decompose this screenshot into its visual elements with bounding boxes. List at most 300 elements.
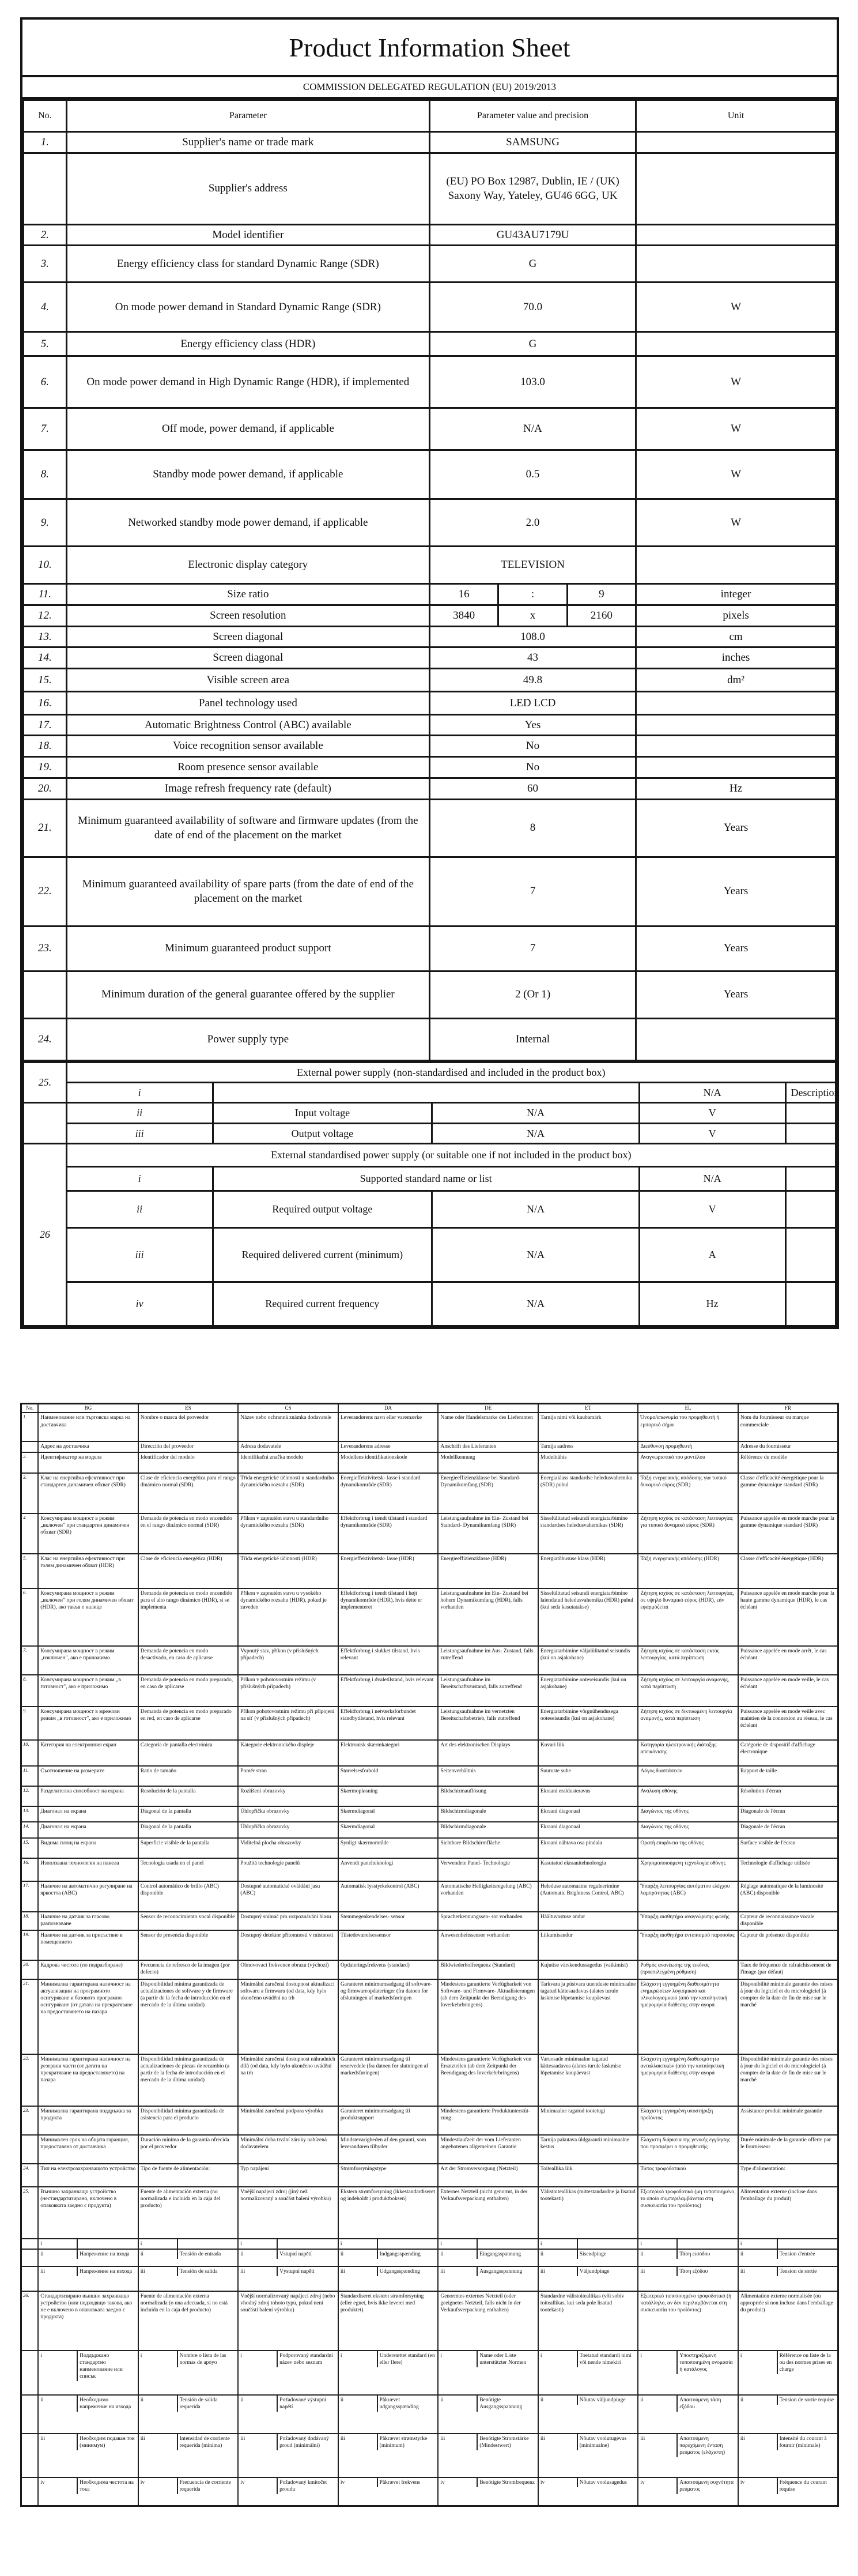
value-cell: N/A xyxy=(429,408,636,450)
sub-item-text: Tension de sortie requise xyxy=(779,2397,834,2403)
sub-item-label: iii xyxy=(139,2267,178,2276)
translation-cell: Garanteret minimumsadgang til software- og firmwareopdateringer (fra datoen for afslutningen af markedsføringen xyxy=(338,1979,439,2054)
translation-cell: Type d'alimentation: xyxy=(738,2164,838,2187)
translation-cell xyxy=(38,2477,138,2506)
translation-cell: Diagonal de la pantalla xyxy=(138,1822,239,1838)
row-number: 18. xyxy=(24,736,67,757)
translation-cell: Leistungsaufnahme im Ein- Zustand bei Standard- Dynamikumfang (SDR) xyxy=(438,1513,538,1554)
translation-cell: Adresse du fournisseur xyxy=(738,1441,838,1452)
translation-cell: Leistungsaufnahme im Ein- Zustand bei hohem Dynamikumfang (HDR), falls vorhanden xyxy=(438,1588,538,1646)
value-cell: 108.0 xyxy=(429,626,636,647)
sub-item-text: Frecuencia de corriente requerida xyxy=(179,2479,231,2492)
parameter-cell: Image refresh frequency rate (default) xyxy=(66,778,429,800)
translation-cell: Τάξη ενεργειακής απόδοσης (HDR) xyxy=(638,1554,738,1588)
translation-cell: Ζήτηση ισχύος σε λειτουργία αναμονής, κατά περίπτωση xyxy=(638,1675,738,1707)
translation-cell: Клас на енергийна ефективност при голям динамичен обхват (HDR) xyxy=(38,1554,138,1588)
sub-item-text: Name oder Liste unterstützter Normen xyxy=(479,2352,527,2366)
sub-item xyxy=(239,2396,338,2412)
main-table-row xyxy=(24,626,836,647)
sub-item-text xyxy=(178,2239,238,2249)
unit-cell xyxy=(636,714,836,736)
sub-item-text: Поддържано стандартно наименование или списък xyxy=(80,2352,123,2380)
value-part: 3840 xyxy=(453,609,475,622)
translation-cell: Ανάλυση οθόνης xyxy=(638,1786,738,1806)
sub-description xyxy=(785,1103,836,1123)
translation-cell: Bildwiederholfrequenz (Standard) xyxy=(438,1960,538,1979)
translation-cell: Leistungsaufnahme im Aus- Zustand, falls zutreffend xyxy=(438,1646,538,1675)
translation-cell: Opdateringsfrekvens (standard) xyxy=(338,1960,439,1979)
row-number: 10. xyxy=(24,547,67,584)
sub-item xyxy=(638,2478,738,2494)
translation-cell: Διαγώνιος της οθόνης xyxy=(638,1806,738,1822)
translation-row xyxy=(21,1441,838,1452)
translation-cell xyxy=(238,2249,338,2266)
translation-cell: Energiatarbimine väljalülitatud seisundis (kui on asjakohane) xyxy=(538,1646,638,1675)
translation-cell: Alimentation externe (incluse dans l'emballage du produit) xyxy=(738,2187,838,2239)
sub-label: iii xyxy=(66,1123,213,1143)
sub-item xyxy=(539,2351,638,2367)
translation-cell: Ύπαρξη αισθητήρα εντοπισμού παρουσίας xyxy=(638,1930,738,1960)
translation-cell: Διαγώνιος της οθόνης xyxy=(638,1822,738,1838)
translation-cell xyxy=(638,2477,738,2506)
row-number: 12. xyxy=(21,1786,39,1806)
sub-item xyxy=(539,2396,638,2405)
sub-item-label: i xyxy=(139,2239,178,2249)
translation-cell xyxy=(338,2477,439,2506)
sub-item-label: iii xyxy=(239,2267,278,2276)
translation-cell: Diagonale de l'écran xyxy=(738,1822,838,1838)
translation-cell: Съотношение на размерите xyxy=(38,1766,138,1786)
sub-item-label: iii xyxy=(439,2434,478,2450)
sub-item xyxy=(239,2478,338,2494)
sub-item-label: ii xyxy=(139,2250,178,2259)
translation-cell xyxy=(538,2395,638,2434)
sub-item-label: iv xyxy=(239,2478,278,2494)
translation-row xyxy=(21,1838,838,1858)
value-part: 16 xyxy=(458,588,470,601)
sub-label: ii xyxy=(66,1191,213,1227)
translation-cell xyxy=(538,2477,638,2506)
translation-cell: Automatische Helligkeitsregelung (ABC) vorhanden xyxy=(438,1881,538,1912)
sub-value: N/A xyxy=(432,1103,640,1123)
sub-description: Description xyxy=(785,1083,836,1103)
sub-item-label: ii xyxy=(638,2250,678,2259)
sub-item xyxy=(638,2351,738,2374)
translation-cell: Effektforbrug i tændt tilstand i højt dynamikområde (HDR), hvis dette er implementeret xyxy=(338,1588,439,1646)
translation-cell: Консумирана мощност в мрежови режим „в готовност", ако е приложимо xyxy=(38,1707,138,1740)
sub-item-text: Udgangsspænding xyxy=(379,2268,420,2274)
translation-cell: Идентификатор на модела xyxy=(38,1452,138,1473)
row-number: 9. xyxy=(21,1707,39,1740)
sub-item-text: Nõutav väljundpinge xyxy=(579,2397,626,2403)
row-number: 14. xyxy=(21,1822,39,1838)
section-sub-row xyxy=(24,1123,836,1143)
sub-parameter: Supported standard name or list xyxy=(213,1166,639,1191)
translation-cell: Консумирана мощност в режим „в готовност", ако е приложимо xyxy=(38,1675,138,1707)
translation-cell: Χρησιμοποιούμενη τεχνολογία οθόνης xyxy=(638,1858,738,1881)
row-number: 16. xyxy=(21,1858,39,1881)
translation-cell xyxy=(138,2239,239,2249)
sub-item xyxy=(239,2267,338,2276)
parameter-cell: Screen diagonal xyxy=(66,647,429,669)
translation-cell: Fuente de alimentación externa (no normalizada e incluida en la caja del producto) xyxy=(138,2187,239,2239)
sub-item-label: iii xyxy=(339,2267,378,2276)
sub-item-text: Výstupní napětí xyxy=(279,2268,315,2274)
translation-cell xyxy=(538,2351,638,2395)
sub-item xyxy=(339,2478,438,2487)
sub-label: ii xyxy=(66,1103,213,1123)
value-cell: LED LCD xyxy=(429,691,636,714)
translation-cell: Dostupný snímač pro rozpoznávání hlasu xyxy=(238,1912,338,1930)
header-unit: Unit xyxy=(636,100,836,132)
sub-item xyxy=(139,2396,238,2412)
translation-cell: Seitenverhältnis xyxy=(438,1766,538,1786)
row-number: 7. xyxy=(24,408,67,450)
row-number xyxy=(21,2266,39,2291)
value-cell: SAMSUNG xyxy=(429,132,636,153)
row-number xyxy=(21,2477,39,2506)
main-table-row xyxy=(24,499,836,547)
main-table-header xyxy=(24,100,836,132)
sub-item xyxy=(539,2478,638,2487)
translation-cell: Modellens identifikationskode xyxy=(338,1452,439,1473)
sub-item-text: Understøttet standard (en eller flere) xyxy=(379,2352,435,2366)
sub-description xyxy=(785,1282,836,1325)
sub-value: N/A xyxy=(432,1191,640,1227)
section-sub-row xyxy=(24,1227,836,1282)
translation-cell: Energieeffizienzklasse bei Standard- Dynamikumfang (SDR) xyxy=(438,1473,538,1513)
unit-cell: Years xyxy=(636,857,836,926)
value-cell: 49.8 xyxy=(429,668,636,691)
parameter-cell: Minimum guaranteed availability of software and firmware updates (from the date of end of the placement on the market xyxy=(66,799,429,857)
unit-cell: dm² xyxy=(636,668,836,691)
translation-cell xyxy=(538,2239,638,2249)
row-number xyxy=(21,2434,39,2477)
sub-item-text: Intensidad de corriente requerida (mínima) xyxy=(179,2435,230,2449)
sub-item-label: i xyxy=(339,2239,378,2249)
translation-cell: Viditelná plocha obrazovky xyxy=(238,1838,338,1858)
translation-cell: Nom du fournisseur ou marque commerciale xyxy=(738,1413,838,1441)
main-table-row xyxy=(24,857,836,926)
row-number: 13. xyxy=(24,626,67,647)
translation-cell: Ορατή επιφάνεια της οθόνης xyxy=(638,1838,738,1858)
translation-cell: Използвана технология на панела xyxy=(38,1858,138,1881)
translation-cell xyxy=(138,2395,239,2434)
translation-cell: Λόγος διαστάσεων xyxy=(638,1766,738,1786)
translation-cell xyxy=(438,2239,538,2249)
lang-column-header: No. xyxy=(21,1403,39,1413)
translation-cell xyxy=(238,2395,338,2434)
section-title: External power supply (non-standardised and included in the product box) xyxy=(66,1062,836,1082)
value-cell xyxy=(429,584,636,605)
translation-cell: Úhlopříčka obrazovky xyxy=(238,1806,338,1822)
sub-item xyxy=(39,2396,138,2412)
translation-cell: Bildschirmdiagonale xyxy=(438,1822,538,1838)
value-cell: No xyxy=(429,736,636,757)
sub-item xyxy=(239,2239,338,2249)
translation-row xyxy=(21,1786,838,1806)
translation-cell: Häältuvastuse andur xyxy=(538,1912,638,1930)
translation-cell: Anvendt panelteknologi xyxy=(338,1858,439,1881)
row-number: 11. xyxy=(21,1766,39,1786)
sub-item-text: Напрежение на входа xyxy=(80,2251,130,2257)
translation-cell: Leverandørens navn eller varemærke xyxy=(338,1413,439,1441)
sub-item-text: Požadovaný kmitočet proudu xyxy=(279,2479,327,2492)
row-number: 20. xyxy=(24,778,67,800)
translation-cell: Minimální zaručená podpora výrobku xyxy=(238,2106,338,2135)
translation-row xyxy=(21,1675,838,1707)
sub-item xyxy=(439,2478,538,2487)
main-table-row xyxy=(24,668,836,691)
sub-item-label: ii xyxy=(139,2396,178,2412)
translation-cell: Nombre o marca del proveedor xyxy=(138,1413,239,1441)
sub-item-label: ii xyxy=(39,2396,78,2412)
translation-cell: Tarnija pakutava üldgarantii minimaalne kestus xyxy=(538,2135,638,2164)
sub-item xyxy=(39,2478,138,2494)
translation-cell: Välistoiteallikas (mittestandardne ja lisatud tootekasti) xyxy=(538,2187,638,2239)
sub-item xyxy=(439,2396,538,2412)
sub-item-text: Необходимо напрежение на изхода xyxy=(80,2397,131,2410)
translation-cell: Ελάχιστη εγγυημένη διαθεσιμότητα ανταλλακτικών (από την καταληκτική ημερομηνία διάθεσης στην αγορά xyxy=(638,2054,738,2106)
row-number xyxy=(21,2249,39,2266)
sub-description xyxy=(785,1123,836,1143)
translation-cell: Garanteret minimumsadgang til produktsupport xyxy=(338,2106,439,2135)
translation-cell xyxy=(638,2434,738,2477)
translation-cell: Kategorie elektronického displeje xyxy=(238,1740,338,1766)
translation-cell: Classe d'efficacité énergétique pour la gamme dynamique standard (SDR) xyxy=(738,1473,838,1513)
sub-value: N/A xyxy=(639,1166,785,1191)
sub-item-label: iv xyxy=(539,2478,578,2487)
translation-cell: Superficie visible de la pantalla xyxy=(138,1838,239,1858)
row-number xyxy=(21,2395,39,2434)
translation-cell: Standardiseret ekstern strømforsyning (eller egnet, hvis ikke leveret med produktet) xyxy=(338,2291,439,2351)
translation-cell: Видима площ на екрана xyxy=(38,1838,138,1858)
translation-cell: Demanda de potencia en modo encendido en el rango dinámico normal (SDR) xyxy=(138,1513,239,1554)
unit-cell xyxy=(636,153,836,224)
sub-item xyxy=(539,2250,638,2259)
translation-cell: Control automático de brillo (ABC) disponible xyxy=(138,1881,239,1912)
translation-cell xyxy=(238,2351,338,2395)
sub-item xyxy=(239,2250,338,2259)
parameter-cell: Energy efficiency class (HDR) xyxy=(66,332,429,356)
sub-label: iii xyxy=(66,1227,213,1282)
translation-cell: Mindstevarigheden af den garanti, som leverandøren tilbyder xyxy=(338,2135,439,2164)
translation-cell: Příkon pohotovostním režimu při připojení na síť (v příslušných případech) xyxy=(238,1707,338,1740)
sub-item xyxy=(739,2351,837,2374)
sub-item-text: Požadovaný dodávaný proud (minimální) xyxy=(279,2435,329,2449)
translation-cell xyxy=(38,2351,138,2395)
translation-cell: Ρυθμός ανανέωσης της εικόνας (προεπιλεγμένη ρύθμιση) xyxy=(638,1960,738,1979)
value-split xyxy=(430,585,635,604)
sub-item xyxy=(139,2434,238,2450)
translation-cell: Třída energetické účinnosti u standardního dynamického rozsahu (SDR) xyxy=(238,1473,338,1513)
main-table-row xyxy=(24,926,836,971)
sub-item-text: Benötigte Stromstärke (Mindestwert) xyxy=(479,2435,529,2449)
lang-column-header: ET xyxy=(538,1403,638,1413)
row-number: 2. xyxy=(24,224,67,246)
sub-item xyxy=(638,2396,738,2412)
translation-cell: Effektforbrug i netværksforbundet standbytilstand, hvis relevant xyxy=(338,1707,439,1740)
translation-row xyxy=(21,2351,838,2395)
parameter-cell: Voice recognition sensor available xyxy=(66,736,429,757)
translation-cell: Demanda de potencia en modo encendido para el alto rango dinámico (HDR), si se implementa xyxy=(138,1588,239,1646)
value-cell: Yes xyxy=(429,714,636,736)
translation-cell: Energiaklass standardse heledusvahemiku (SDR) puhul xyxy=(538,1473,638,1513)
translation-cell: Bildschirmdiagonale xyxy=(438,1806,538,1822)
sub-item-label: iv xyxy=(139,2478,178,2494)
row-number: 8. xyxy=(24,450,67,499)
unit-cell: Years xyxy=(636,926,836,971)
translation-cell: Mindestens garantierte Verfügbarkeit von Software- und Firmware- Aktualisierungen (ab dem Zeitpunkt der Beendigung des Inverkehrbringens) xyxy=(438,1979,538,2054)
sub-item xyxy=(739,2396,837,2405)
translation-cell: Ζήτηση ισχύος σε κατάσταση λειτουργίας για τυπικό δυναμικό εύρος (SDR) xyxy=(638,1513,738,1554)
value-cell: G xyxy=(429,246,636,283)
translation-row xyxy=(21,1707,838,1740)
row-number xyxy=(21,1441,39,1452)
translation-cell: Demanda de potencia en modo desactivado, en caso de aplicarse xyxy=(138,1646,239,1675)
sub-item-label: ii xyxy=(439,2396,478,2412)
row-number: 21. xyxy=(21,1979,39,2054)
row-number: 17. xyxy=(21,1881,39,1912)
sub-item-label: iii xyxy=(39,2434,78,2450)
row-number: 23. xyxy=(21,2106,39,2135)
parameter-cell: Standby mode power demand, if applicable xyxy=(66,450,429,499)
sub-item xyxy=(638,2250,738,2259)
unit-cell: W xyxy=(636,408,836,450)
translation-cell: Diagonale de l'écran xyxy=(738,1806,838,1822)
translations-table xyxy=(20,1403,839,2507)
sub-item-text: Απαιτούμενη τάση εξόδου xyxy=(679,2397,721,2410)
translation-cell xyxy=(138,2477,239,2506)
row-number xyxy=(21,2135,39,2164)
translation-cell: Αναγνωριστικό του μοντέλου xyxy=(638,1452,738,1473)
product-information-sheet xyxy=(20,17,839,1329)
parameter-cell: Energy efficiency class for standard Dynamic Range (SDR) xyxy=(66,246,429,283)
translation-cell: Адрес на доставчика xyxy=(38,1441,138,1452)
translation-cell: Obnovovací frekvence obrazu (výchozí) xyxy=(238,1960,338,1979)
value-cell: G xyxy=(429,332,636,356)
sub-item-text: Τάση εισόδου xyxy=(679,2251,710,2257)
sub-item xyxy=(339,2239,438,2249)
translation-cell: Størrelsesforhold xyxy=(338,1766,439,1786)
translation-cell xyxy=(338,2239,439,2249)
sub-item-text: Необходима честота на тока xyxy=(80,2479,134,2492)
translation-cell: Kuvari liik xyxy=(538,1740,638,1766)
parameter-cell: Automatic Brightness Control (ABC) available xyxy=(66,714,429,736)
section-sub-row xyxy=(24,1103,836,1123)
translation-row xyxy=(21,2187,838,2239)
sub-item-text xyxy=(78,2239,138,2249)
translation-cell xyxy=(338,2434,439,2477)
row-number: 6. xyxy=(24,356,67,408)
row-number xyxy=(21,2351,39,2395)
translation-cell: Минимална гарантирана поддръжка за продукта xyxy=(38,2106,138,2135)
sub-item-text xyxy=(578,2239,638,2249)
sub-item-label: i xyxy=(638,2351,678,2374)
unit-cell: cm xyxy=(636,626,836,647)
translation-cell: Ελάχιστη διάρκεια της γενικής εγγύησης που προσφέρει ο προμηθευτής xyxy=(638,2135,738,2164)
translation-cell: Název nebo ochranná známka dodavatele xyxy=(238,1413,338,1441)
translation-cell: Stemmegenkendelses- sensor xyxy=(338,1912,439,1930)
translation-cell: Elektronisk skærmkategori xyxy=(338,1740,439,1766)
translation-row xyxy=(21,2291,838,2351)
row-number: 24. xyxy=(24,1018,67,1060)
translation-cell xyxy=(438,2434,538,2477)
row-number xyxy=(24,153,67,224)
unit-cell: W xyxy=(636,356,836,408)
sub-item-label: i xyxy=(439,2351,478,2367)
main-table-row xyxy=(24,584,836,605)
translation-cell: Skærmdiagonal xyxy=(338,1806,439,1822)
lang-column-header: CS xyxy=(238,1403,338,1413)
row-number: 20. xyxy=(21,1960,39,1979)
translation-cell xyxy=(38,2434,138,2477)
sub-parameter: Input voltage xyxy=(213,1103,432,1123)
sub-item-text: Sisendpinge xyxy=(579,2251,607,2257)
sub-item-text: Benötigte Stromfrequenz xyxy=(479,2479,535,2485)
translation-cell: Fuente de alimentación externa normalizada (o una adecuada, si no está incluida en la caja del producto) xyxy=(138,2291,239,2351)
sub-item-text: Tension d'entrée xyxy=(779,2251,815,2257)
row-number: 21. xyxy=(24,799,67,857)
parameter-cell: On mode power demand in Standard Dynamic Range (SDR) xyxy=(66,283,429,332)
translation-cell: Категория на електронния екран xyxy=(38,1740,138,1766)
translation-cell: Dostupný detektor přítomnosti v místnosti xyxy=(238,1930,338,1960)
sub-item-label: i xyxy=(439,2239,478,2249)
sub-item-text xyxy=(778,2239,837,2249)
translation-cell: Mudelitähis xyxy=(538,1452,638,1473)
translation-cell: Наличие на датчик за гласово разпознаване xyxy=(38,1912,138,1930)
header-parameter: Parameter xyxy=(66,100,429,132)
parameter-cell: Off mode, power demand, if applicable xyxy=(66,408,429,450)
main-table-row xyxy=(24,450,836,499)
sub-item xyxy=(39,2250,138,2259)
sub-item-label: iii xyxy=(139,2434,178,2450)
main-table-row xyxy=(24,408,836,450)
translation-cell: Консумирана мощност в режим „включен" при стандартен динамичен обхват (SDR) xyxy=(38,1513,138,1554)
sub-item xyxy=(139,2478,238,2494)
translation-cell: Skærmopløsning xyxy=(338,1786,439,1806)
row-number xyxy=(24,1103,67,1144)
translation-cell: Консумирана мощност в режим „включен" при голям динамичен обхват (HDR), ако такъв е налице xyxy=(38,1588,138,1646)
sub-item-text: Indgangsspænding xyxy=(379,2251,421,2257)
parameter-cell: Screen resolution xyxy=(66,605,429,626)
parameter-cell: On mode power demand in High Dynamic Range (HDR), if implemented xyxy=(66,356,429,408)
unit-cell xyxy=(636,547,836,584)
translation-cell: Příkon v zapnutém stavu u standardního dynamického rozsahu (SDR) xyxy=(238,1513,338,1554)
translation-cell: Tipo de fuente de alimentación: xyxy=(138,2164,239,2187)
row-number: 3. xyxy=(21,1473,39,1513)
sub-item-text xyxy=(278,2239,338,2249)
translation-row xyxy=(21,1858,838,1881)
unit-cell xyxy=(636,757,836,778)
sub-item-label: i xyxy=(39,2239,78,2249)
translation-row xyxy=(21,1554,838,1588)
translation-cell: Name oder Handelsmarke des Lieferanten xyxy=(438,1413,538,1441)
section-sub-row xyxy=(24,1166,836,1191)
row-number: 26. xyxy=(21,2291,39,2351)
translation-cell: Puissance appelée en mode veille avec maintien de la connexion au réseau, le cas échéant xyxy=(738,1707,838,1740)
sub-item xyxy=(339,2250,438,2259)
translation-cell: Tecnología usada en el panel xyxy=(138,1858,239,1881)
translation-cell xyxy=(38,2239,138,2249)
translation-cell: Dostupné automatické ovládání jasu (ABC) xyxy=(238,1881,338,1912)
translation-cell: Surface visible de l'écran xyxy=(738,1838,838,1858)
section-sub-row xyxy=(24,1191,836,1227)
value-split xyxy=(430,606,635,626)
sub-item xyxy=(339,2396,438,2412)
parameter-cell: Panel technology used xyxy=(66,691,429,714)
sub-item-label: iii xyxy=(739,2267,778,2276)
